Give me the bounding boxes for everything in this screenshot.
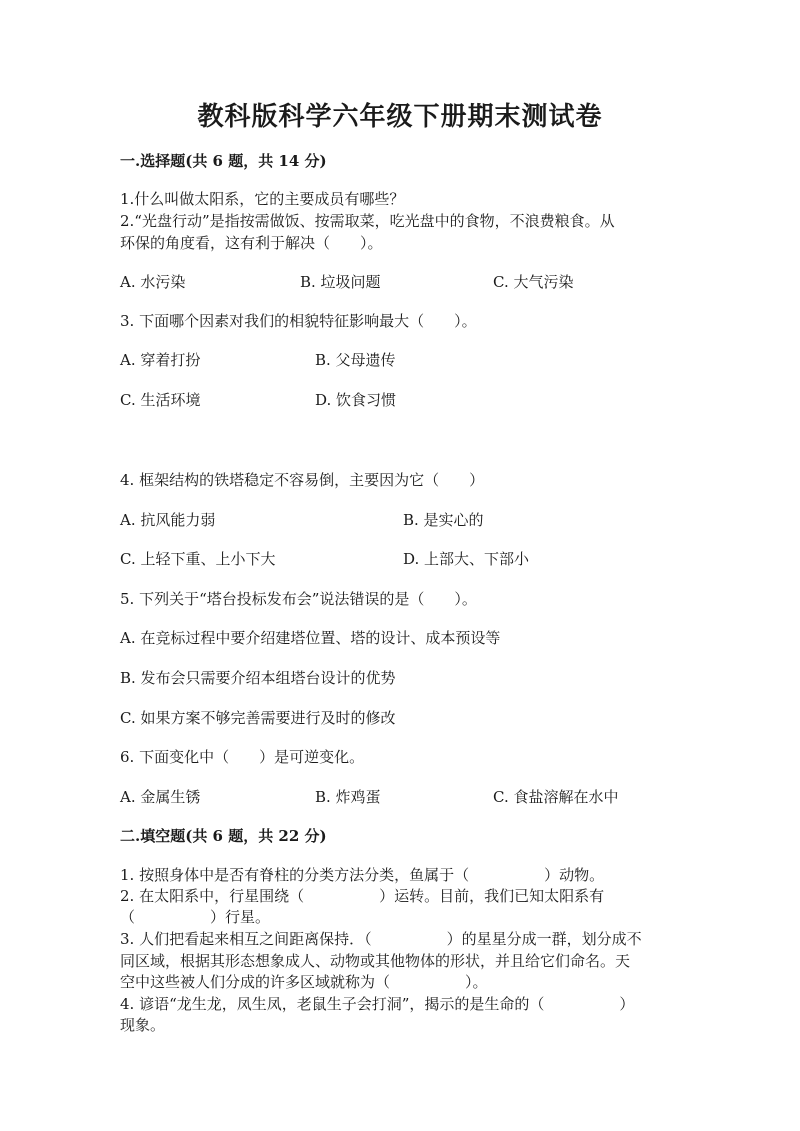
- question-5-option-a: A. 在竞标过程中要介绍建塔位置、塔的设计、成本预设等: [120, 629, 501, 647]
- fill-question-3-line-3: 空中这些被人们分成的许多区域就称为（ ）。: [120, 973, 488, 991]
- question-2-option-b: B. 垃圾问题: [300, 273, 381, 291]
- question-6-line-1: 6. 下面变化中（ ）是可逆变化。: [120, 748, 365, 766]
- section-heading-choice: 一.选择题(共 6 题，共 14 分): [120, 152, 327, 170]
- fill-question-2-line-2: （ ）行星。: [120, 908, 271, 926]
- question-5-option-c: C. 如果方案不够完善需要进行及时的修改: [120, 709, 396, 727]
- question-4-line-1: 4. 框架结构的铁塔稳定不容易倒，主要因为它（ ）: [120, 471, 485, 489]
- question-6-option-c: C. 食盐溶解在水中: [493, 788, 619, 806]
- fill-question-4-line-2: 现象。: [120, 1016, 166, 1034]
- question-2-option-c: C. 大气污染: [493, 273, 574, 291]
- question-6-option-a: A. 金属生锈: [120, 788, 201, 806]
- question-3-option-d: D. 饮食习惯: [315, 391, 397, 409]
- question-1-line-1: 1.什么叫做太阳系，它的主要成员有哪些？: [120, 190, 405, 208]
- question-2-line-2: 环保的角度看，这有利于解决（ ）。: [120, 234, 383, 252]
- question-4-option-c: C. 上轻下重、上小下大: [120, 550, 276, 568]
- question-2-line-1: 2.“光盘行动”是指按需做饭、按需取菜，吃光盘中的食物，不浪费粮食。从: [120, 212, 615, 230]
- question-3-option-c: C. 生活环境: [120, 391, 201, 409]
- question-5-option-b: B. 发布会只需要介绍本组塔台设计的优势: [120, 669, 396, 687]
- section-heading-fill-in: 二.填空题(共 6 题，共 22 分): [120, 827, 327, 845]
- question-2-option-a: A. 水污染: [120, 273, 186, 291]
- fill-question-3-line-2: 同区域，根据其形态想象成人、动物或其他物体的形状，并且给它们命名。天: [120, 952, 631, 970]
- question-4-option-d: D. 上部大、下部小: [403, 550, 530, 568]
- question-4-option-a: A. 抗风能力弱: [120, 511, 216, 529]
- question-5-line-1: 5. 下列关于“塔台投标发布会”说法错误的是（ ）。: [120, 590, 477, 608]
- fill-question-1-line-1: 1. 按照身体中是否有脊柱的分类方法分类，鱼属于（ ）动物。: [120, 866, 605, 884]
- question-4-option-b: B. 是实心的: [403, 511, 484, 529]
- fill-question-2-line-1: 2. 在太阳系中，行星围绕（ ）运转。目前，我们已知太阳系有: [120, 887, 605, 905]
- question-3-option-b: B. 父母遗传: [315, 351, 396, 369]
- question-3-option-a: A. 穿着打扮: [120, 351, 201, 369]
- fill-question-4-line-1: 4. 谚语“龙生龙，凤生凤，老鼠生子会打洞”，揭示的是生命的（ ）: [120, 995, 635, 1013]
- page-title: 教科版科学六年级下册期末测试卷: [197, 102, 603, 132]
- question-3-line-1: 3. 下面哪个因素对我们的相貌特征影响最大（ ）。: [120, 312, 477, 330]
- question-6-option-b: B. 炸鸡蛋: [315, 788, 381, 806]
- fill-question-3-line-1: 3. 人们把看起来相互之间距离保持．（ ）的星星分成一群，划分成不: [120, 930, 642, 948]
